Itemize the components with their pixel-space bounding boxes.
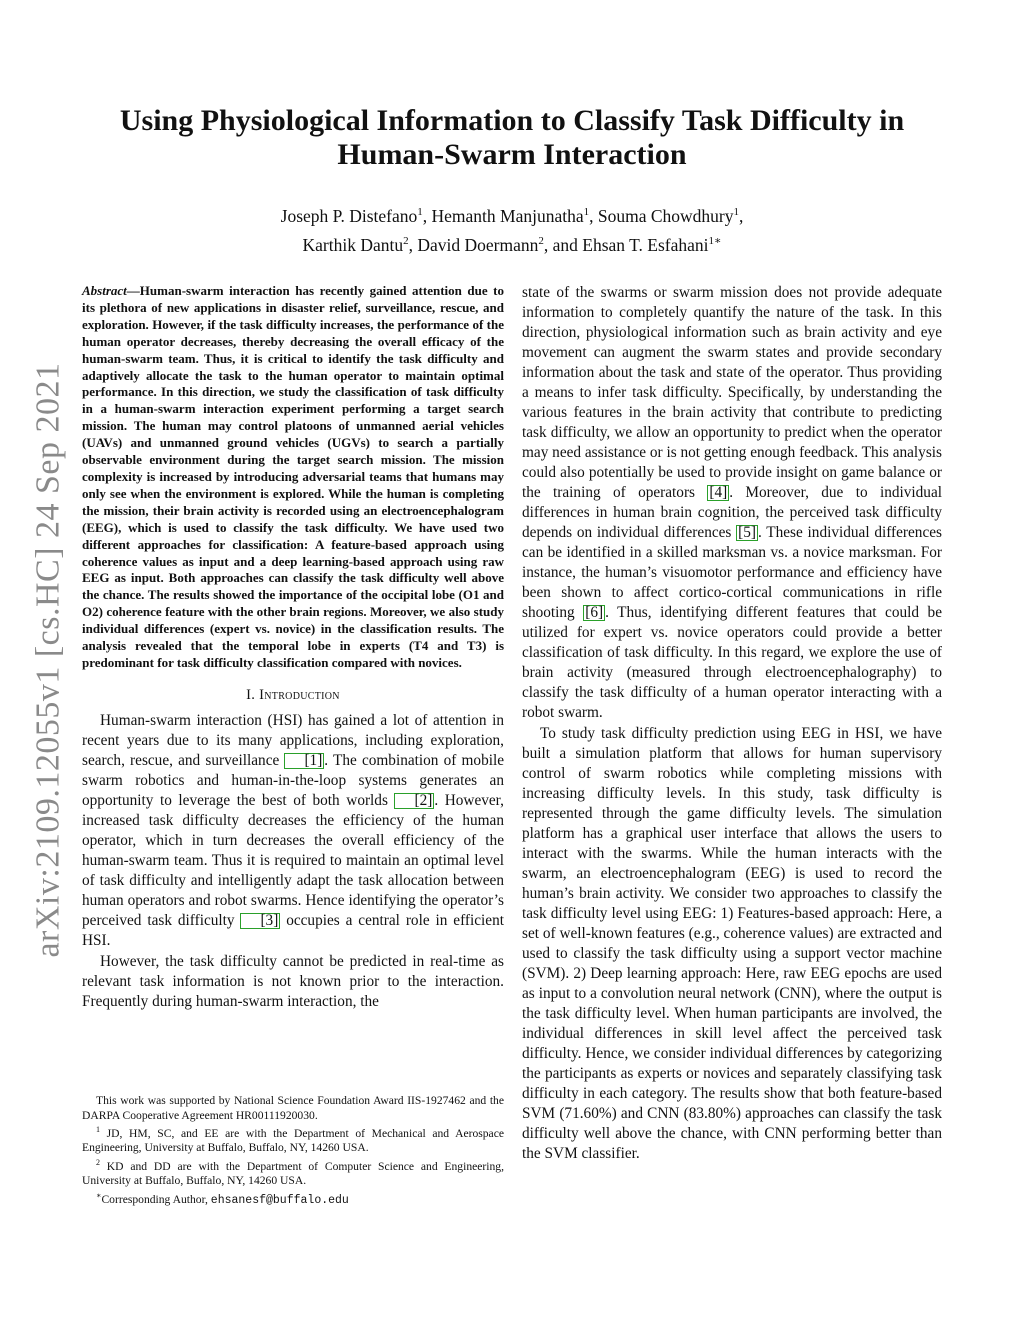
title-line-1: Using Physiological Information to Classify Task Difficulty in bbox=[119, 104, 905, 137]
citation-link[interactable]: [1] bbox=[284, 753, 324, 769]
author-line-2: Karthik Dantu$^2$, David Doermann$^2$, and Ehsan T. Esfahani$^{1∗}$ bbox=[302, 234, 722, 255]
intro-paragraph-1: Human-swarm interaction (HSI) has gained a lot of attention in recent years due to its many applications, including exploration, search, rescue, and surveillance [1] . The combination of mobile swarm robotics and human-in-the-loop systems generates an opportunity to leverage the best of both worlds [2] . However, increased task difficulty decreases the efficiency of the human operator, which in turn decreases the overall efficiency of the human-swarm team. Thus it is required to maintain an optimal level of task difficulty and intelligently adapt the task allocation between human operators and robot swarms. Hence identifying the operator’s perceived task difficulty [3] occupies a central role in efficient HSI. bbox=[82, 711, 505, 949]
abstract-text: —Human-swarm interaction has recently gained attention due to its plethora of new applications in disaster relief, surveillance, rescue, and exploration. However, if the task difficulty increases, the performance of the human operator decreases, thereby decreasing the overall efficacy of the human-swarm team. Thus, it is critical to identify the task difficulty and adaptively allocate the task to the human operator to maintain optimal performance. In this direction, we study the classification of task difficulty in a human-swarm interaction experiment performing a target search mission. The human may control platoons of unmanned aerial vehicles (UAVs) and unmanned ground vehicles (UGVs) to search a partially observable environment during the target search mission. The mission complexity is increased by introducing adversarial teams that humans may only see when the environment is explored. While the human is completing the mission, their brain activity is recorded using an electroencephalogram (EEG), which is used to classify the task difficulty. We have used two different approaches for classification: A feature-based approach using coherence values as input and a deep learning-based approach using raw EEG as input. Both approaches can classify the task difficulty well above the chance. The results showed the importance of the occipital lobe (O1 and O2) coherence feature with the other brain regions. Moreover, we also study individual differences (expert vs. novice) in the classification results. The analysis revealed that the temporal lobe in experts (T4 and T3) is predominant for task difficulty classification compared with novices. bbox=[82, 283, 504, 670]
paper-title bbox=[110, 104, 914, 172]
author-name: David Doermann bbox=[417, 234, 539, 255]
author-name: Joseph P. Distefano bbox=[280, 205, 418, 226]
author-name: and Ehsan T. Esfahani bbox=[552, 234, 709, 255]
citation-link[interactable]: [2] bbox=[394, 793, 434, 809]
affiliation-mark: 1 bbox=[417, 206, 423, 218]
affiliation-mark: 1 bbox=[733, 206, 739, 218]
intro-paragraph-2: However, the task difficulty cannot be predicted in real-time as relevant task information is not known prior to the interaction. Frequently during human-swarm interaction, the bbox=[82, 952, 504, 1010]
arxiv-sidebar bbox=[24, 350, 74, 970]
affiliation-footnote-2: $^2$ KD and DD are with the Department of Computer Science and Engineering, University at Buffalo, Buffalo, NY, 14260 USA. bbox=[82, 1157, 504, 1188]
funding-footnote: This work was supported by National Science Foundation Award IIS-1927462 and the DARPA Cooperative Agreement HR00111920030. bbox=[82, 1094, 504, 1122]
section-number: I. bbox=[246, 686, 260, 703]
citation-link[interactable]: [5] bbox=[738, 524, 756, 541]
author-name: Souma Chowdhury bbox=[597, 205, 734, 226]
abstract bbox=[82, 283, 504, 672]
section-title: Introduction bbox=[259, 686, 340, 703]
affiliation-mark: 1 bbox=[583, 206, 590, 218]
affiliation-mark: 1∗ bbox=[708, 234, 722, 247]
right-paragraph-2: To study task difficulty prediction using EEG in HSI, we have built a simulation platform that allows for human supervisory control of swarm robotics while completing missions with increasing difficulty levels. In this study, task difficulty is represented through the game difficulty levels. The simulation platform has a graphical user interface that allows the users to interact with the swarms. While the human interacts with the swarm, an electroencephalogram (EEG) is used to record the human’s brain activity. We consider two approaches to classify the task difficulty level using EEG: 1) Features-based approach: Here, a set of well-known features (e.g., coherence values) are extracted and used to classify the task difficulty using a support vector machine (SVM). 2) Deep learning approach: Here, raw EEG epochs are used as input to a convolution neural network (CNN), where the output is the task difficulty level. When human participants are involved, the individual differences in skill level affect the perceived task difficulty. Hence, we consider individual differences by categorizing the participants as experts or novices and separately classifying task difficulty in each category. The results show that both feature-based SVM (71.60%) and CNN (83.80%) approaches can classify the task difficulty well above the chance, with CNN performing better than the SVM classifier. bbox=[522, 725, 942, 1162]
affiliation-mark: 2 bbox=[538, 234, 544, 247]
author-list bbox=[110, 200, 914, 258]
section-heading-introduction bbox=[82, 687, 504, 704]
author-name: Karthik Dantu bbox=[302, 234, 404, 255]
affiliation-mark: 2 bbox=[403, 234, 409, 247]
footnotes bbox=[82, 1094, 504, 1208]
citation-link[interactable]: [4] bbox=[709, 484, 728, 501]
citation-link[interactable]: [6] bbox=[585, 604, 604, 621]
title-line-2: Human-Swarm Interaction bbox=[337, 138, 687, 171]
author-line-1: Joseph P. Distefano$^1$, Hemanth Manjunatha$^1$, Souma Chowdhury$^1$, bbox=[280, 205, 744, 226]
email-link[interactable]: ehsanesf@buffalo.edu bbox=[210, 1193, 349, 1207]
author-name: Hemanth Manjunatha bbox=[431, 205, 584, 226]
right-paragraph-1: state of the swarms or swarm mission does not provide adequate information to completely quantify the nature of the task. In this direction, physiological information such as brain activity and eye movement can augment the swarm states and provide secondary information about the task and state of the operator. Thus providing a means to infer task difficulty. Specifically, by understanding the various features in the brain activity that contribute to predicting task difficulty, we allow an opportunity to predict when the operator may need assistance or is not getting enough feedback. This analysis could also potentially be used to provide insight on game balance or the training of operators [4] . Moreover, due to individual differences in human brain cognition, the perceived task difficulty depends on individual differences [5] . These individual differences can be identified in a skilled marksman vs. a novice marksman. For instance, the human’s visuomotor performance and efficiency have been shown to affect cortico-cortical communications in rifle shooting [6] . Thus, identifying different features that could be utilized for expert vs. novice operators could provide a better classification of task difficulty. In this regard, we explore the use of brain activity (measured through electroencephalography) to classify the task difficulty of a human operator interacting with a robot swarm. bbox=[522, 284, 942, 721]
right-column bbox=[522, 283, 942, 1164]
corresponding-author-footnote: ∗Corresponding Author, ehsanesf@buffalo.edu bbox=[96, 1190, 349, 1207]
abstract-lead: Abstract bbox=[82, 283, 127, 298]
arxiv-identifier: arXiv:2109.12055v1 [cs.HC] 24 Sep 2021 bbox=[30, 362, 67, 958]
affiliation-footnote-1: $^1$ JD, HM, SC, and EE are with the Department of Mechanical and Aerospace Engineering, University at Buffalo, Buffalo, NY, 14260 USA. bbox=[82, 1125, 504, 1155]
left-column bbox=[82, 283, 504, 1012]
citation-link[interactable]: [3] bbox=[240, 913, 280, 929]
